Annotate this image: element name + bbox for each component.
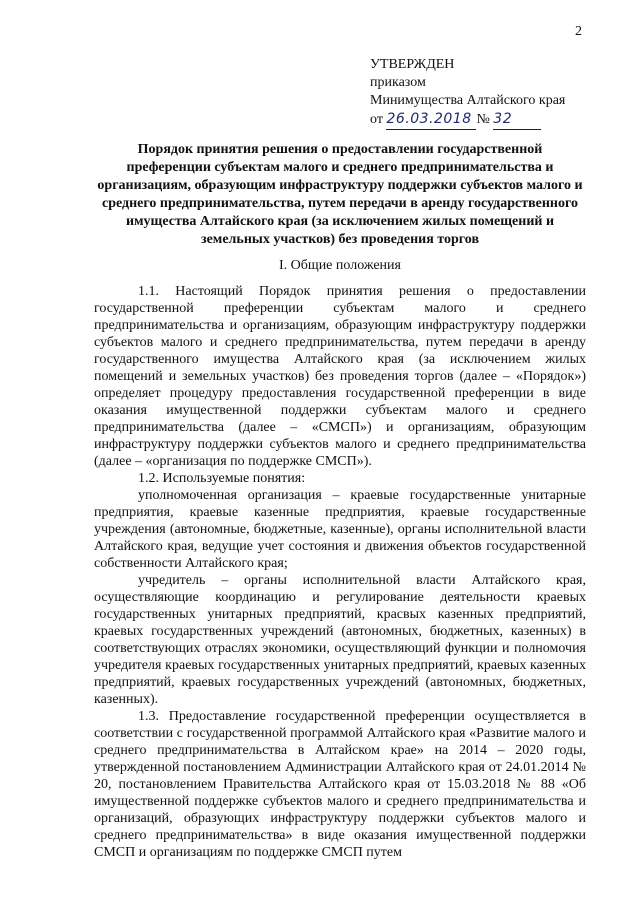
paragraph: уполномоченная организация – краевые государственные унитарные предприятия, краевые казенные предприятия, краевые государственные учреждения (автономные, бюджетные, казенные), органы исполнительной власти Алтайского края, ведущие учет состояния и движения объектов государственной собственности Алтайского края; — [94, 488, 586, 571]
paragraph: 1.3. Предоставление государственной преференции осуществляется в соответствии с государственной программой Алтайского края «Развитие малого и среднего предпринимательства в Алтайском крае» на 2014 – 2020 годы, утвержденной постановлением Администрации Алтайского края от 24.01.2014 № 20, постановлением Правительства Алтайского края от 15.03.2018 № 88 «Об имущественной поддержке субъектов малого и среднего предпринимательства и организаций, образующих инфраструктуру поддержки субъектов малого и среднего предпринимательства» в виде оказания имущественной поддержки СМСП и организациям по поддержке СМСП путем — [94, 709, 586, 860]
section-heading: I. Общие положения — [279, 258, 401, 273]
approval-block — [370, 56, 565, 130]
page-number: 2 — [575, 24, 582, 39]
paragraph: 1.1. Настоящий Порядок принятия решения о предоставлении государственной преференции субъектам малого и среднего предпринимательства и организациям, образующим инфраструктуру поддержки субъектов малого и среднего предпринимательства, путем передачи в аренду государственного имущества Алтайского края (за исключением жилых помещений и земельных участков) без проведения торгов (далее – «Порядок») определяет процедуру предоставления государственной преференции в виде оказания имущественной поддержки субъектам малого и среднего предпринимательства (далее – «СМСП») и организациям, образующим инфраструктуру поддержки субъектов малого и среднего предпринимательства (далее – «организация по поддержке СМСП»). — [94, 284, 586, 469]
document-body — [94, 283, 586, 861]
number-field — [493, 110, 541, 130]
number-label: № — [476, 112, 490, 127]
document-title: Порядок принятия решения о предоставлении государственной преференции субъектам малого и среднего предпринимательства и организациям, образующим инфраструктуру поддержки субъектов малого и среднего предпринимательства, путем передачи в аренду государственного имущества Алтайского края (за исключением жилых помещений и земельных участков) без проведения торгов — [97, 142, 583, 247]
handwritten-date: 26.03.2018 — [386, 111, 472, 127]
approval-line-ministry: Минимущества Алтайского края — [370, 93, 566, 108]
approval-heading: УТВЕРЖДЕН — [370, 57, 455, 72]
from-label: от — [370, 112, 383, 127]
approval-line-order: приказом — [370, 75, 426, 90]
approval-date-line — [370, 110, 565, 130]
date-field — [386, 110, 476, 130]
paragraph: учредитель – органы исполнительной власти Алтайского края, осуществляющие координацию и регулирование деятельности краевых государственных унитарных предприятий, красвых казенных предприятий, краевых государственных учреждений (автономных, бюджетных, казенных) в соответствующих отраслях экономики, осуществляющий функции и полномочия учредителя краевых государственных унитарных предприятий, краевых казенных предприятий, краевых государственных учреждений (автономных, бюджетных, казенных). — [94, 573, 586, 707]
handwritten-number: 32 — [493, 111, 513, 127]
paragraph: 1.2. Используемые понятия: — [138, 471, 306, 486]
